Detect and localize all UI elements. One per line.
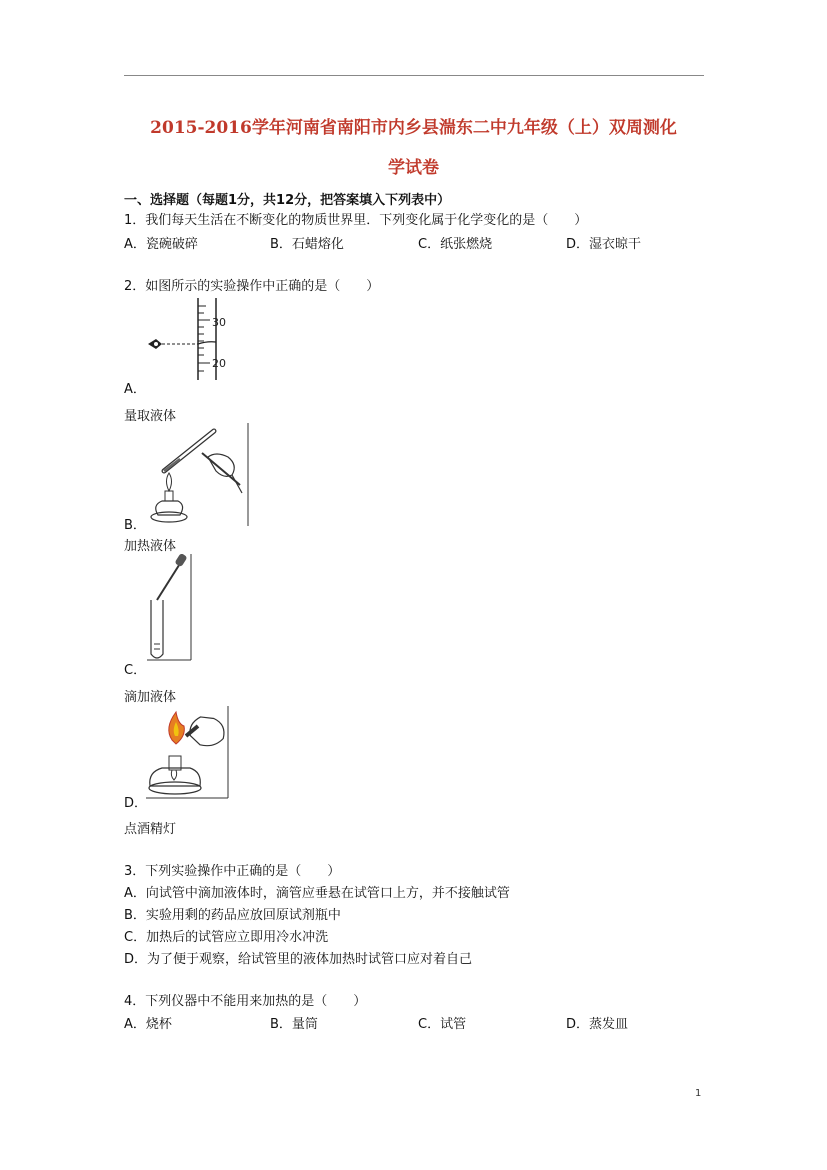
q2-option-a-caption: 量取液体 xyxy=(124,409,177,424)
exam-title-line2: 学试卷 xyxy=(388,158,439,178)
q1-stem: 1．我们每天生活在不断变化的物质世界里．下列变化属于化学变化的是（ ） xyxy=(124,213,588,228)
q2-option-a-letter: A． xyxy=(124,382,146,397)
q3-option-a: A．向试管中滴加液体时，滴管应垂悬在试管口上方，并不接触试管 xyxy=(124,886,510,901)
q1-option-a: A．瓷碗破碎 xyxy=(124,237,198,252)
q1-option-d: D．湿衣晾干 xyxy=(566,237,642,252)
q4-option-a: A．烧杯 xyxy=(124,1017,172,1032)
q3-option-b: B．实验用剩的药品应放回原试剂瓶中 xyxy=(124,908,341,923)
q2-option-c-caption: 滴加液体 xyxy=(124,690,177,705)
q2-option-d-letter: D． xyxy=(124,796,148,811)
q4-option-b: B．量筒 xyxy=(270,1017,318,1032)
q2-option-b-caption: 加热液体 xyxy=(124,539,177,554)
scale-label-20: 20 xyxy=(212,357,226,370)
scale-label-30: 30 xyxy=(212,316,226,329)
q2-option-b-letter: B． xyxy=(124,518,146,533)
figure-c-dropper-test-tube xyxy=(145,554,195,662)
q2-stem: 2．如图所示的实验操作中正确的是（ ） xyxy=(124,279,380,294)
page-number: 1 xyxy=(695,1088,702,1099)
q1-option-c: C．纸张燃烧 xyxy=(418,237,493,252)
q4-option-c: C．试管 xyxy=(418,1017,467,1032)
section-heading: 一、选择题（每题1分，共12分，把答案填入下列表中） xyxy=(124,193,451,208)
q3-option-d: D．为了便于观察，给试管里的液体加热时试管口应对着自己 xyxy=(124,952,473,967)
figure-a-graduated-cylinder xyxy=(140,296,240,382)
q4-option-d: D．蒸发皿 xyxy=(566,1017,629,1032)
q3-option-c: C．加热后的试管应立即用冷水冲洗 xyxy=(124,930,329,945)
q2-option-c-letter: C． xyxy=(124,663,147,678)
figure-d-alcohol-lamps xyxy=(144,706,230,800)
q2-option-d-caption: 点酒精灯 xyxy=(124,822,177,837)
figure-b-heating-test-tube xyxy=(144,423,250,527)
q4-stem: 4．下列仪器中不能用来加热的是（ ） xyxy=(124,994,367,1009)
q3-stem: 3．下列实验操作中正确的是（ ） xyxy=(124,864,341,879)
header-rule xyxy=(124,75,704,76)
exam-title-line1: 2015-2016学年河南省南阳市内乡县湍东二中九年级（上）双周测化 xyxy=(150,118,677,138)
q1-option-b: B．石蜡熔化 xyxy=(270,237,344,252)
